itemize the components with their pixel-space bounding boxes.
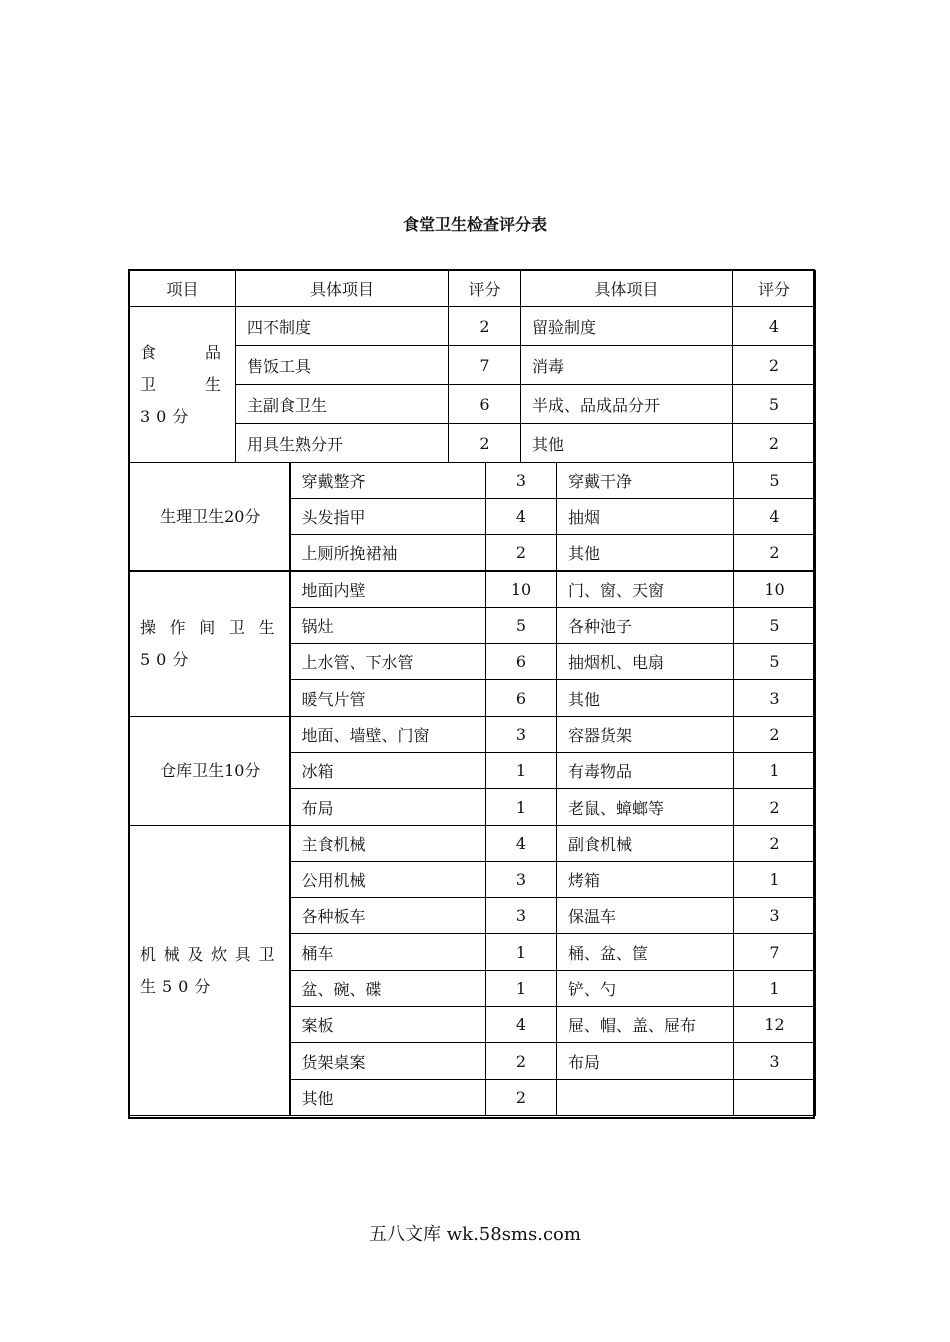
- item-cell: 留验制度: [521, 307, 733, 346]
- category-cell: 操作间卫生50分: [130, 572, 290, 717]
- item-cell: 公用机械: [290, 862, 486, 898]
- item-cell: 消毒: [521, 346, 733, 385]
- table-header-row: [130, 271, 816, 307]
- score-cell: 5: [734, 463, 816, 499]
- score-cell: 5: [733, 385, 816, 424]
- item-cell: 抽烟机、电扇: [557, 644, 734, 680]
- score-cell: 1: [734, 862, 816, 898]
- score-cell: 2: [449, 424, 521, 463]
- item-cell: 副食机械: [557, 826, 734, 862]
- header-item-1: 具体项目: [236, 271, 449, 307]
- score-cell: 4: [486, 826, 557, 862]
- item-cell: 布局: [290, 789, 486, 826]
- score-cell: 1: [486, 753, 557, 789]
- item-cell: 屉、帽、盖、屉布: [557, 1007, 734, 1043]
- score-cell: 12: [734, 1007, 816, 1043]
- item-cell: 各种板车: [290, 898, 486, 934]
- footer-watermark: 五八文库 wk.58sms.com: [369, 1224, 581, 1245]
- item-cell: 暖气片管: [290, 680, 486, 717]
- item-cell: 半成、品成品分开: [521, 385, 733, 424]
- score-cell: 3: [734, 898, 816, 934]
- item-cell: 其他: [290, 1080, 486, 1116]
- category-cell: 生理卫生20分: [130, 463, 290, 571]
- table-row: [130, 463, 816, 499]
- score-cell: 2: [486, 535, 557, 571]
- score-cell: 3: [486, 717, 557, 753]
- header-score-2: 评分: [733, 271, 816, 307]
- category-cell: 食 品 卫 生30分: [130, 307, 236, 463]
- score-cell: 7: [449, 346, 521, 385]
- item-cell: 主副食卫生: [236, 385, 449, 424]
- score-cell: 7: [734, 934, 816, 971]
- score-table-machinery-hygiene: [129, 825, 816, 1116]
- score-cell: 6: [449, 385, 521, 424]
- score-cell: 6: [486, 680, 557, 717]
- score-table-workroom-hygiene: [129, 571, 816, 717]
- item-cell: 烤箱: [557, 862, 734, 898]
- item-cell: 抽烟: [557, 499, 734, 535]
- document-title: 食堂卫生检查评分表: [402, 215, 547, 234]
- score-cell: 6: [486, 644, 557, 680]
- item-cell: 用具生熟分开: [236, 424, 449, 463]
- score-cell: 2: [734, 535, 816, 571]
- item-cell: 保温车: [557, 898, 734, 934]
- table-row: [130, 572, 816, 608]
- score-cell: 5: [486, 608, 557, 644]
- score-cell: 4: [734, 499, 816, 535]
- item-cell: 售饭工具: [236, 346, 449, 385]
- item-cell: 桶车: [290, 934, 486, 971]
- score-cell: 4: [733, 307, 816, 346]
- item-cell: 盆、碗、碟: [290, 971, 486, 1007]
- item-cell: 老鼠、蟑螂等: [557, 789, 734, 826]
- score-cell: 2: [734, 717, 816, 753]
- header-item-2: 具体项目: [521, 271, 733, 307]
- item-cell: 布局: [557, 1043, 734, 1080]
- item-cell: 案板: [290, 1007, 486, 1043]
- header-score-1: 评分: [449, 271, 521, 307]
- header-project: 项目: [130, 271, 236, 307]
- score-cell: 3: [486, 463, 557, 499]
- table-row: [130, 307, 816, 346]
- item-cell: 锅灶: [290, 608, 486, 644]
- score-cell: 2: [734, 789, 816, 826]
- score-cell: 3: [486, 862, 557, 898]
- score-table-food-hygiene: [129, 270, 816, 463]
- score-cell: 4: [486, 499, 557, 535]
- score-table-warehouse-hygiene: [129, 716, 816, 826]
- item-cell: 门、窗、天窗: [557, 572, 734, 608]
- item-cell: 四不制度: [236, 307, 449, 346]
- item-cell: 冰箱: [290, 753, 486, 789]
- item-cell: 桶、盆、筐: [557, 934, 734, 971]
- score-cell: 5: [734, 644, 816, 680]
- score-cell: 2: [734, 826, 816, 862]
- score-cell: 2: [486, 1080, 557, 1116]
- score-cell: 4: [486, 1007, 557, 1043]
- item-cell: 其他: [521, 424, 733, 463]
- score-cell: 1: [486, 789, 557, 826]
- score-cell: 5: [734, 608, 816, 644]
- item-cell: 有毒物品: [557, 753, 734, 789]
- item-cell: 铲、勺: [557, 971, 734, 1007]
- table-row: [130, 826, 816, 862]
- score-cell: 3: [486, 898, 557, 934]
- score-cell: 3: [734, 680, 816, 717]
- table-row: [130, 717, 816, 753]
- score-cell: 1: [734, 753, 816, 789]
- item-cell: 地面、墙壁、门窗: [290, 717, 486, 753]
- item-cell: 主食机械: [290, 826, 486, 862]
- item-cell: 头发指甲: [290, 499, 486, 535]
- score-cell: [734, 1080, 816, 1116]
- score-cell: 2: [733, 424, 816, 463]
- item-cell: 各种池子: [557, 608, 734, 644]
- score-table-personal-hygiene: [129, 462, 816, 571]
- category-cell: 仓库卫生10分: [130, 717, 290, 826]
- item-cell: 上水管、下水管: [290, 644, 486, 680]
- score-cell: 1: [734, 971, 816, 1007]
- item-cell: 上厕所挽裙袖: [290, 535, 486, 571]
- score-cell: 1: [486, 971, 557, 1007]
- item-cell: 穿戴干净: [557, 463, 734, 499]
- score-cell: 2: [486, 1043, 557, 1080]
- score-cell: 10: [486, 572, 557, 608]
- score-cell: 2: [449, 307, 521, 346]
- score-cell: 1: [486, 934, 557, 971]
- item-cell: 地面内壁: [290, 572, 486, 608]
- item-cell: [557, 1080, 734, 1116]
- item-cell: 其他: [557, 535, 734, 571]
- item-cell: 容器货架: [557, 717, 734, 753]
- item-cell: 货架桌案: [290, 1043, 486, 1080]
- score-cell: 2: [733, 346, 816, 385]
- item-cell: 穿戴整齐: [290, 463, 486, 499]
- item-cell: 其他: [557, 680, 734, 717]
- score-cell: 10: [734, 572, 816, 608]
- category-cell: 机械及炊具卫生50分: [130, 826, 290, 1116]
- score-cell: 3: [734, 1043, 816, 1080]
